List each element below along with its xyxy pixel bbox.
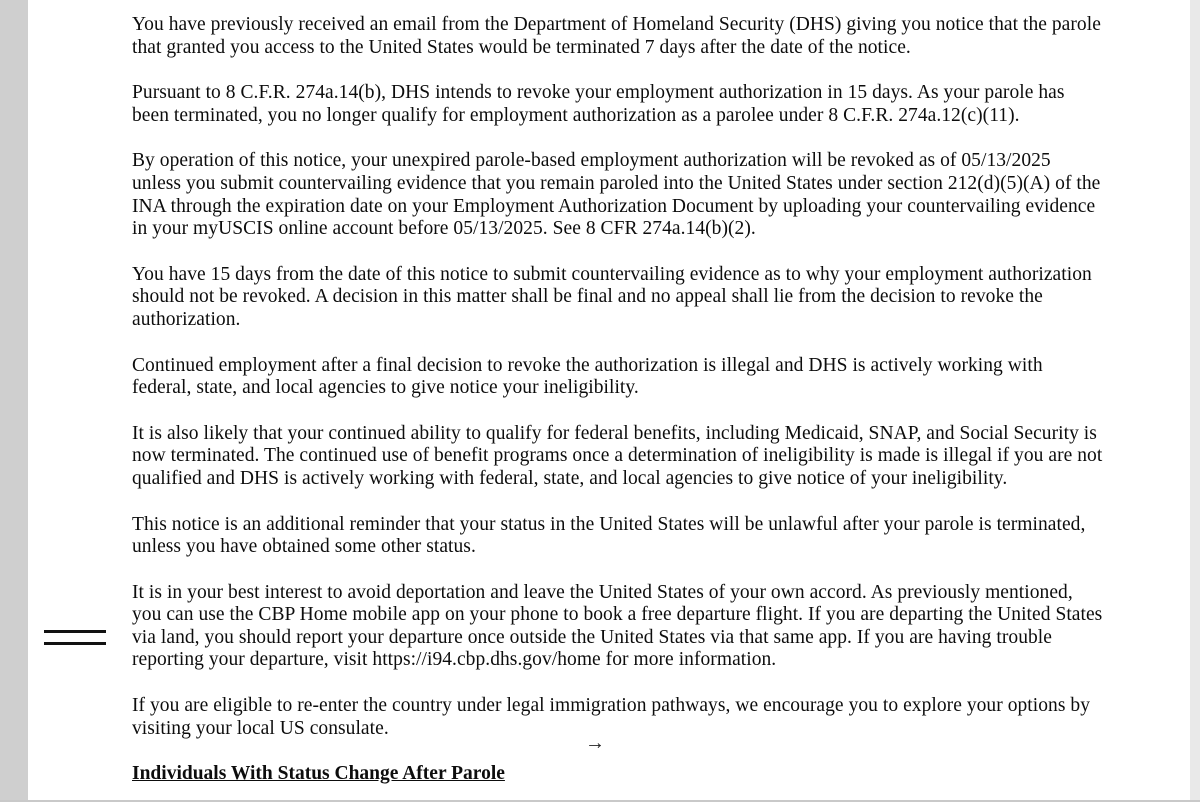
page-right-margin-strip: [1190, 0, 1200, 800]
paragraph-8: It is in your best interest to avoid deportation and leave the United States of your own accord. As previously mentioned, you can use the CBP Home mobile app on your phone to book a free departure flight. If you are departing the United States via land, you should report your departure once outside the United States via that same app. If you are having trouble reporting your departure, visit https://i94.cbp.dhs.gov/home for more information.: [132, 581, 1103, 671]
paragraph-3: By operation of this notice, your unexpired parole-based employment authorization will be revoked as of 05/13/2025 unless you submit countervailing evidence that you remain paroled into the United States under section 212(d)(5)(A) of the INA through the expiration date on your Employment Authorization Document by uploading your countervailing evidence in your myUSCIS online account before 05/13/2025. See 8 CFR 274a.14(b)(2).: [132, 150, 1101, 240]
margin-rule-top: [44, 630, 106, 633]
page-left-margin-strip: [0, 0, 28, 800]
section-heading: [132, 763, 1104, 786]
paragraph-9: If you are eligible to re-enter the country under legal immigration pathways, we encourage you to explore your options by visiting your local US consulate.: [132, 695, 1090, 739]
paragraph-4: You have 15 days from the date of this notice to submit countervailing evidence as to why your employment authorization should not be revoked. A decision in this matter shall be final and no appeal shall lie from the decision to revoke the authorization.: [132, 263, 1092, 330]
paragraph-2: Pursuant to 8 C.F.R. 274a.14(b), DHS intends to revoke your employment authorization in 15 days. As your parole has been terminated, you no longer qualify for employment authorization as a parolee under 8 C.F.R. 274a.12(c)(11).: [132, 82, 1065, 126]
right-arrow-icon: →: [585, 732, 605, 754]
document-text-body: [132, 14, 1104, 802]
paragraph-7: This notice is an additional reminder that your status in the United States will be unlawful after your parole is terminated, unless you have obtained some other status.: [132, 513, 1086, 558]
paragraph-5: Continued employment after a final decision to revoke the authorization is illegal and DHS is actively working with federal, state, and local agencies to give notice your ineligibility.: [132, 354, 1043, 399]
margin-rule-bottom: [44, 642, 106, 645]
section-heading-text: Individuals With Status Change After Parole: [132, 763, 505, 785]
margin-annotation-marks: [44, 630, 106, 645]
paragraph-1: You have previously received an email from the Department of Homeland Security (DHS) giving you notice that the parole that granted you access to the United States would be terminated 7 days after the date of the notice.: [132, 14, 1101, 58]
paragraph-6: It is also likely that your continued ability to qualify for federal benefits, including Medicaid, SNAP, and Social Security is now terminated. The continued use of benefit programs once a determination of ineligibility is made is illegal if you are not qualified and DHS is actively working with federal, state, and local agencies to give notice of your ineligibility.: [132, 422, 1103, 489]
